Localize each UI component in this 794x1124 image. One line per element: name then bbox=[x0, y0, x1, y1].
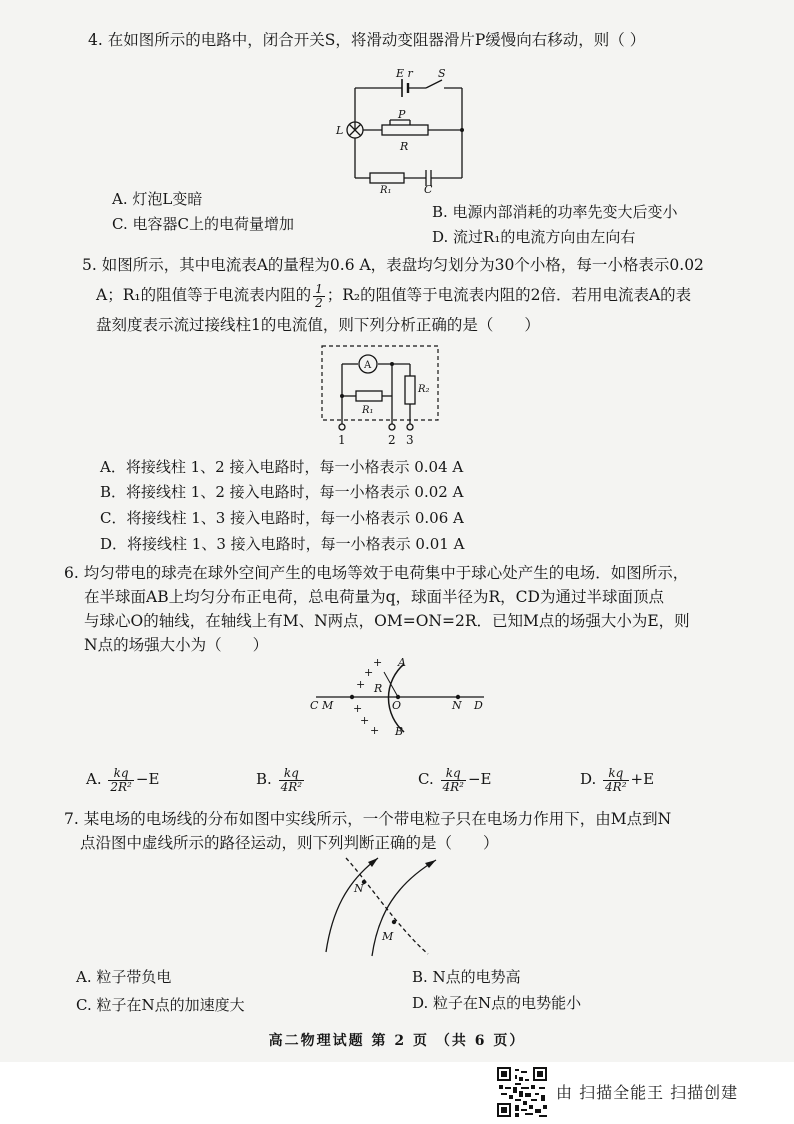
q4-label-l: L bbox=[336, 124, 344, 137]
q7-line-2: 点沿图中虚线所示的路径运动，则下列判断正确的是（ ） bbox=[80, 834, 499, 852]
q4-label-p: P bbox=[398, 108, 406, 121]
q6-option-d-suffix: +E bbox=[630, 770, 655, 788]
q6-plus-4: + bbox=[353, 702, 363, 715]
q7-option-d: D. 粒子在N点的电势能小 bbox=[412, 994, 582, 1012]
q6-option-d-num: kq bbox=[603, 767, 628, 781]
q7-option-c: C. 粒子在N点的加速度大 bbox=[76, 996, 245, 1014]
q5-line-1: 5. 如图所示，其中电流表A的量程为0.6 A，表盘均匀划分为30个小格，每一小格表示0.02 bbox=[82, 256, 704, 274]
q5-fraction bbox=[313, 283, 325, 310]
q6-option-c-fraction bbox=[441, 767, 466, 794]
q5-label-a: A bbox=[364, 360, 372, 371]
q6-label-d: D bbox=[474, 699, 483, 712]
q5-line-2 bbox=[96, 282, 691, 310]
q7-label-m: M bbox=[382, 930, 394, 943]
q6-option-a-prefix: A. bbox=[86, 770, 102, 788]
q6-label-a: A bbox=[398, 656, 406, 669]
q4-label-c: C bbox=[424, 183, 433, 196]
q4-option-c: C. 电容器C上的电荷量增加 bbox=[112, 215, 294, 233]
q5-label-r1: R₁ bbox=[362, 405, 374, 416]
q4-label-r: R bbox=[400, 140, 409, 153]
q6-label-c: C bbox=[310, 699, 319, 712]
q6-plus-6: + bbox=[370, 724, 380, 737]
q6-option-d-prefix: D. bbox=[580, 770, 597, 788]
q6-option-d-fraction bbox=[603, 767, 628, 794]
q6-option-c bbox=[418, 762, 492, 796]
q6-option-d-den: 4R² bbox=[605, 779, 627, 794]
q6-option-d bbox=[580, 762, 654, 796]
q5-option-a: A．将接线柱 1、2 接入电路时，每一小格表示 0.04 A bbox=[100, 458, 464, 476]
q6-plus-1: + bbox=[373, 656, 383, 669]
q5-frac-num: 1 bbox=[315, 281, 323, 296]
q4-option-a: A. 灯泡L变暗 bbox=[112, 190, 203, 208]
q6-label-o: O bbox=[392, 699, 402, 712]
q5-option-d: D．将接线柱 1、3 接入电路时，每一小格表示 0.01 A bbox=[100, 535, 465, 553]
q6-option-a-den: 2R² bbox=[110, 779, 132, 794]
q7-option-b: B. N点的电势高 bbox=[412, 968, 521, 986]
q5-line-2a: A；R₁的阻值等于电流表内阻的 bbox=[96, 286, 312, 304]
q4-circuit-diagram bbox=[330, 64, 480, 196]
q6-option-a-fraction bbox=[108, 767, 133, 794]
q4-option-b: B. 电源内部消耗的功率先变大后变小 bbox=[432, 203, 678, 221]
page-footer: 高二物理试题 第 2 页 （共 6 页） bbox=[268, 1033, 526, 1049]
q6-option-a-suffix: −E bbox=[135, 770, 160, 788]
q5-line-3: 盘刻度表示流过接线柱1的电流值，则下列分析正确的是（ ） bbox=[96, 316, 540, 334]
q6-label-b: B bbox=[395, 725, 404, 738]
q6-line-1: 6. 均匀带电的球壳在球外空间产生的电场等效于电荷集中于球心处产生的电场．如图所示， bbox=[64, 564, 689, 582]
q6-line-2: 在半球面AB上均匀分布正电荷，总电荷量为q，球面半径为R，CD为通过半球面顶点 bbox=[84, 588, 664, 606]
q6-plus-5: + bbox=[360, 714, 370, 727]
q6-label-r: R bbox=[374, 682, 383, 695]
q6-hemisphere-diagram bbox=[300, 650, 500, 750]
q6-line-4: N点的场强大小为（ ） bbox=[84, 636, 269, 654]
q6-plus-3: + bbox=[356, 678, 366, 691]
q4-option-d: D. 流过R₁的电流方向由左向右 bbox=[432, 228, 636, 246]
q4-label-r1: R₁ bbox=[380, 185, 392, 196]
q5-option-b: B．将接线柱 1、2 接入电路时，每一小格表示 0.02 A bbox=[100, 483, 464, 501]
q7-option-a: A. 粒子带负电 bbox=[76, 968, 172, 986]
q5-terminal-3: 3 bbox=[406, 433, 414, 447]
q6-option-b-den: 4R² bbox=[280, 779, 303, 794]
q6-label-n: N bbox=[452, 699, 462, 712]
q6-option-c-suffix: −E bbox=[467, 770, 492, 788]
qr-code-icon bbox=[497, 1067, 547, 1117]
q6-option-c-prefix: C. bbox=[418, 770, 434, 788]
q6-option-c-den: 4R² bbox=[442, 779, 464, 794]
q5-ammeter-diagram bbox=[318, 344, 442, 448]
q5-label-r2: R₂ bbox=[418, 384, 430, 395]
q7-field-line-diagram bbox=[318, 852, 448, 960]
q6-plus-2: + bbox=[364, 666, 374, 679]
q6-option-a-num: kq bbox=[108, 767, 133, 781]
q6-option-b-fraction bbox=[279, 767, 304, 794]
q5-option-c: C．将接线柱 1、3 接入电路时，每一小格表示 0.06 A bbox=[100, 509, 464, 527]
scanner-watermark-text: 由 扫描全能王 扫描创建 bbox=[556, 1083, 739, 1102]
q5-terminal-2: 2 bbox=[388, 433, 396, 447]
q4-label-s: S bbox=[438, 67, 446, 80]
q6-option-b-num: kq bbox=[279, 767, 304, 781]
q7-line-1: 7. 某电场的电场线的分布如图中实线所示，一个带电粒子只在电场力作用下，由M点到N bbox=[64, 810, 672, 828]
q5-line-2b: ；R₂的阻值等于电流表内阻的2倍．若用电流表A的表 bbox=[326, 286, 692, 304]
q7-label-n: N bbox=[354, 882, 364, 895]
q6-option-c-num: kq bbox=[441, 767, 466, 781]
q6-option-b bbox=[256, 762, 306, 796]
q5-terminal-1: 1 bbox=[338, 433, 346, 447]
q6-label-m: M bbox=[322, 699, 334, 712]
q6-option-b-prefix: B. bbox=[256, 770, 272, 788]
q5-frac-den: 2 bbox=[315, 295, 323, 310]
q6-option-a bbox=[86, 762, 159, 796]
q4-stem: 4. 在如图所示的电路中，闭合开关S，将滑动变阻器滑片P缓慢向右移动，则（ ） bbox=[88, 31, 646, 49]
q4-label-er: E r bbox=[396, 67, 413, 80]
q6-line-3: 与球心O的轴线，在轴线上有M、N两点，OM=ON=2R．已知M点的场强大小为E，则 bbox=[84, 612, 690, 630]
